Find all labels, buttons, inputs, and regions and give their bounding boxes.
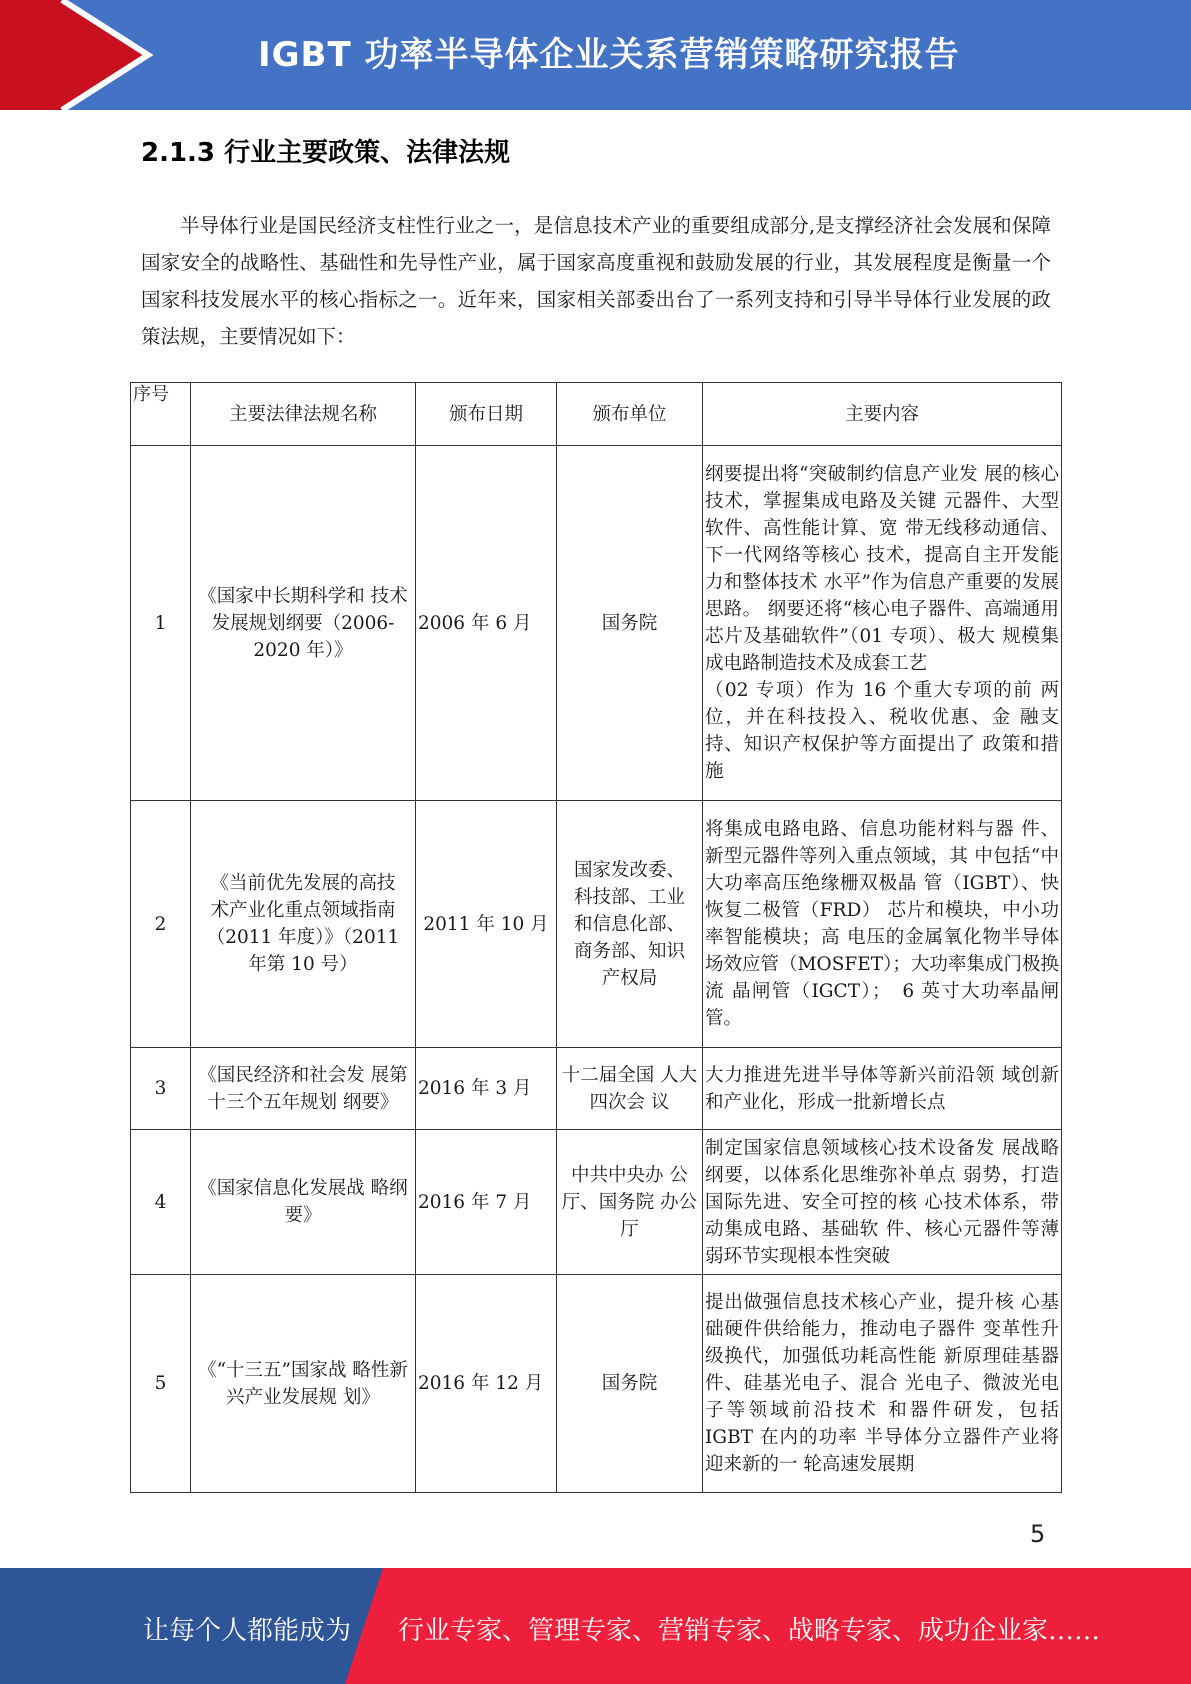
- row-date: 2016 年 12 月: [416, 1275, 557, 1493]
- row-no: 5: [131, 1275, 191, 1493]
- row-date: 2016 年 3 月: [416, 1048, 557, 1130]
- row-no: 4: [131, 1130, 191, 1275]
- row-content: 将集成电路电路、信息功能材料与器 件、新型元器件等列入重点领域，其 中包括“中大功率高压绝缘栅双极晶 管（IGBT）、快恢复二极管（FRD） 芯片和模块，中小功率智能模块；高 电压的金属氧化物半导体场效应管（MOSFET）；大功率集成门极换流 晶闸管（IGCT）； 6 英寸大功率晶闸管。: [703, 801, 1062, 1048]
- row-name: 《当前优先发展的高技术产业化重点领域指南（2011 年度）》（2011 年第 10 号）: [191, 801, 416, 1048]
- table-header-row: [131, 383, 1062, 446]
- row-content: 制定国家信息领域核心技术设备发 展战略纲要，以体系化思维弥补单点 弱势，打造国际先进、安全可控的核 心技术体系，带动集成电路、基础软 件、核心元器件等薄弱环节实现根本性突破: [703, 1130, 1062, 1275]
- row-org: 中共中央办 公厅、国务院 办公厅: [557, 1130, 703, 1275]
- report-title: IGBT 功率半导体企业关系营销策略研究报告: [258, 35, 960, 75]
- row-org: 国务院: [557, 446, 703, 801]
- footer-slogan-right: 行业专家、管理专家、营销专家、战略专家、成功企业家……: [398, 1616, 1101, 1646]
- row-org: 国务院: [557, 1275, 703, 1493]
- page-number: 5: [1030, 1520, 1046, 1548]
- row-content-part2: （02 专项）作为 16 个重大专项的前 两位，并在科技投入、税收优惠、金 融支持、知识产权保护等方面提出了 政策和措施: [705, 680, 1059, 782]
- row-no: 2: [131, 801, 191, 1048]
- table-row: [131, 1048, 1062, 1130]
- row-name: 《国家中长期科学和 技术发展规划纲要（2006-2020 年）》: [191, 446, 416, 801]
- header-name: 主要法律法规名称: [191, 383, 416, 446]
- table-row: [131, 801, 1062, 1048]
- header-no: 序号: [131, 383, 191, 446]
- row-no: 3: [131, 1048, 191, 1130]
- section-heading: 2.1.3 行业主要政策、法律法规: [141, 138, 511, 168]
- row-content-part1: 纲要提出将“突破制约信息产业发 展的核心技术，掌握集成电路及关键 元器件、大型软件、高性能计算、宽 带无线移动通信、下一代网络等核心 技术，提高自主开发能力和整体技术 水平”作为信息产重要的发展思路。 纲要还将“核心电子器件、高端通用 芯片及基础软件”（01 专项）、极大 规模集成电路制造技术及成套工艺: [705, 464, 1059, 674]
- header-org: 颁布单位: [557, 383, 703, 446]
- table-row: [131, 1275, 1062, 1493]
- footer-slogan-left: 让每个人都能成为: [143, 1616, 352, 1646]
- row-name: 《“十三五”国家战 略性新兴产业发展规 划》: [191, 1275, 416, 1493]
- row-date: 2006 年 6 月: [416, 446, 557, 801]
- row-content: 提出做强信息技术核心产业，提升核 心基础硬件供给能力，推动电子器件 变革性升级换代，加强低功耗高性能 新原理硅基器件、硅基光电子、混合 光电子、微波光电子等领域前沿技术 和器件研发，包括 IGBT 在内的功率 半导体分立器件产业将迎来新的一 轮高速发展期: [703, 1275, 1062, 1493]
- header-date: 颁布日期: [416, 383, 557, 446]
- row-content: [703, 446, 1062, 801]
- row-org: 十二届全国 人大四次会 议: [557, 1048, 703, 1130]
- row-date: 2016 年 7 月: [416, 1130, 557, 1275]
- row-no: 1: [131, 446, 191, 801]
- row-name: 《国家信息化发展战 略纲要》: [191, 1130, 416, 1275]
- header-content: 主要内容: [703, 383, 1062, 446]
- header-banner: [0, 0, 1191, 110]
- row-content: 大力推进先进半导体等新兴前沿领 域创新和产业化，形成一批新增长点: [703, 1048, 1062, 1130]
- row-name: 《国民经济和社会发 展第十三个五年规划 纲要》: [191, 1048, 416, 1130]
- row-date: 2011 年 10 月: [416, 801, 557, 1048]
- table-row: [131, 1130, 1062, 1275]
- table-row: [131, 446, 1062, 801]
- footer-banner: [0, 1568, 1191, 1684]
- intro-paragraph: 半导体行业是国民经济支柱性行业之一，是信息技术产业的重要组成部分,是支撑经济社会发展和保障国家安全的战略性、基础性和先导性产业，属于国家高度重视和鼓励发展的行业，其发展程度是衡量一个国家科技发展水平的核心指标之一。近年来，国家相关部委出台了一系列支持和引导半导体行业发展的政策法规，主要情况如下：: [141, 214, 1051, 348]
- policy-table: [130, 382, 1062, 1493]
- row-org: 国家发改委、科技部、工业和信息化部、商务部、知识产权局: [557, 801, 703, 1048]
